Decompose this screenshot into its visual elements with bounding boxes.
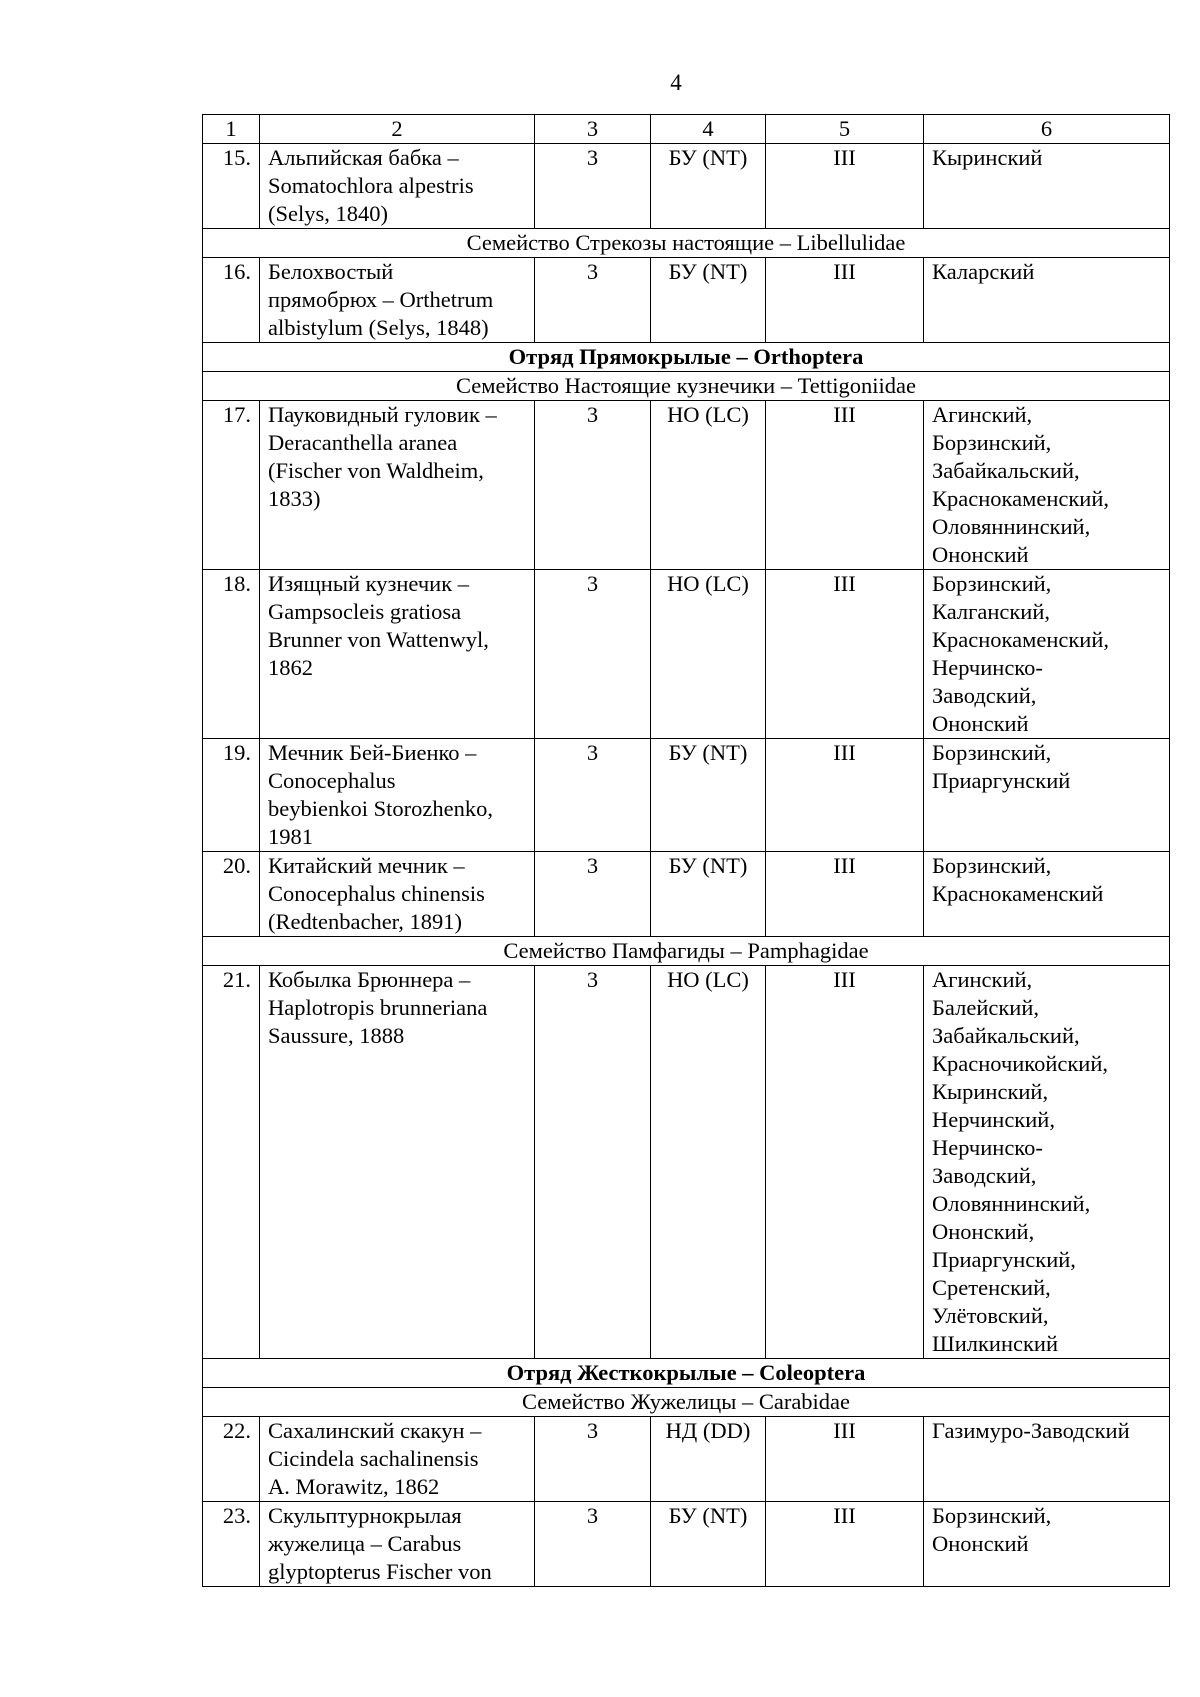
rarity-category: 3	[535, 739, 651, 852]
species-name-line: Изящный кузнечик –	[268, 571, 470, 596]
iucn-status: НО (LC)	[651, 966, 766, 1359]
district-line: Краснокаменский	[932, 881, 1104, 906]
district-line: Борзинский,	[932, 430, 1052, 455]
table-row	[203, 258, 1170, 343]
family-title: Семейство Стрекозы настоящие – Libellulidae	[203, 229, 1170, 258]
species-name-line: Deracanthella aranea	[268, 430, 458, 455]
species-name	[260, 1502, 535, 1587]
rarity-category: 3	[535, 966, 651, 1359]
species-name-line: Кобылка Брюннера –	[268, 967, 471, 992]
district-line: Приаргунский	[932, 768, 1071, 793]
districts-cell	[924, 739, 1170, 852]
district-line: Оловяннинский,	[932, 1191, 1091, 1216]
family-row	[203, 229, 1170, 258]
species-name-line: Haplotropis brunneriana	[268, 995, 488, 1020]
page-number: 4	[670, 70, 682, 95]
districts-cell	[924, 570, 1170, 739]
priority-list: III	[766, 966, 924, 1359]
family-row	[203, 1388, 1170, 1417]
table-row	[203, 144, 1170, 229]
species-name-line: Cicindela sachalinensis	[268, 1446, 479, 1471]
table-row	[203, 852, 1170, 937]
species-name-line: прямобрюх – Orthetrum	[268, 287, 494, 312]
district-line: Борзинский,	[932, 740, 1052, 765]
family-title: Семейство Памфагиды – Pamphagidae	[203, 937, 1170, 966]
iucn-status: БУ (NT)	[651, 144, 766, 229]
species-name-line: Мечник Бей-Биенко –	[268, 740, 477, 765]
district-line: Кыринский,	[932, 1079, 1049, 1104]
species-name-line: Conocephalus chinensis	[268, 881, 485, 906]
species-name-line: Somatochlora alpestris	[268, 173, 474, 198]
species-name-line: albistylum (Selys, 1848)	[268, 315, 489, 340]
priority-list: III	[766, 258, 924, 343]
iucn-status: НО (LC)	[651, 570, 766, 739]
header-cell: 6	[924, 115, 1170, 144]
district-line: Борзинский,	[932, 1503, 1052, 1528]
species-number: 15.	[203, 144, 260, 229]
districts-cell	[924, 401, 1170, 570]
table-row	[203, 401, 1170, 570]
species-name-line: beybienkoi Storozhenko,	[268, 796, 493, 821]
rarity-category: 3	[535, 852, 651, 937]
district-line: Заводский,	[932, 1163, 1037, 1188]
species-name-line: Сахалинский скакун –	[268, 1418, 482, 1443]
priority-list: III	[766, 1502, 924, 1587]
district-line: Борзинский,	[932, 853, 1052, 878]
district-line: Каларский	[932, 259, 1035, 284]
priority-list: III	[766, 1417, 924, 1502]
table-row	[203, 570, 1170, 739]
districts-cell	[924, 144, 1170, 229]
district-line: Приаргунский,	[932, 1247, 1076, 1272]
iucn-status: НО (LC)	[651, 401, 766, 570]
species-name	[260, 966, 535, 1359]
species-name-line: (Fischer von Waldheim,	[268, 458, 484, 483]
species-name-line: 1862	[268, 655, 313, 680]
order-row	[203, 1359, 1170, 1388]
species-name	[260, 570, 535, 739]
district-line: Калганский,	[932, 599, 1051, 624]
district-line: Агинский,	[932, 402, 1033, 427]
species-name-line: Gampsocleis gratiosa	[268, 599, 462, 624]
species-name	[260, 739, 535, 852]
species-table	[202, 114, 1170, 1587]
species-name-line: A. Morawitz, 1862	[268, 1474, 440, 1499]
species-name-line: (Redtenbacher, 1891)	[268, 909, 463, 934]
table-row	[203, 1502, 1170, 1587]
species-name-line: Saussure, 1888	[268, 1023, 405, 1048]
table-row	[203, 966, 1170, 1359]
priority-list: III	[766, 570, 924, 739]
district-line: Краснокаменский,	[932, 486, 1109, 511]
district-line: Ононский,	[932, 1219, 1035, 1244]
districts-cell	[924, 1417, 1170, 1502]
species-name	[260, 1417, 535, 1502]
district-line: Сретенский,	[932, 1275, 1051, 1300]
species-number: 21.	[203, 966, 260, 1359]
districts-cell	[924, 852, 1170, 937]
district-line: Нерчинско-	[932, 1135, 1043, 1160]
district-line: Заводский,	[932, 683, 1037, 708]
district-line: Ононский	[932, 542, 1029, 567]
table-header-row	[203, 115, 1170, 144]
species-name-line: (Selys, 1840)	[268, 201, 388, 226]
species-number: 23.	[203, 1502, 260, 1587]
district-line: Улётовский,	[932, 1303, 1049, 1328]
district-line: Нерчинский,	[932, 1107, 1055, 1132]
iucn-status: БУ (NT)	[651, 1502, 766, 1587]
rarity-category: 3	[535, 570, 651, 739]
iucn-status: БУ (NT)	[651, 258, 766, 343]
district-line: Забайкальский,	[932, 1023, 1080, 1048]
species-name	[260, 401, 535, 570]
species-name-line: 1981	[268, 824, 313, 849]
header-cell: 5	[766, 115, 924, 144]
species-name	[260, 852, 535, 937]
district-line: Краснокаменский,	[932, 627, 1109, 652]
district-line: Забайкальский,	[932, 458, 1080, 483]
order-title: Отряд Жесткокрылые – Coleoptera	[203, 1359, 1170, 1388]
species-number: 20.	[203, 852, 260, 937]
family-row	[203, 372, 1170, 401]
species-name-line: glyptopterus Fischer von	[268, 1559, 492, 1584]
district-line: Красночикойский,	[932, 1051, 1109, 1076]
table-row	[203, 1417, 1170, 1502]
priority-list: III	[766, 739, 924, 852]
rarity-category: 3	[535, 258, 651, 343]
species-name-line: Альпийская бабка –	[268, 145, 459, 170]
district-line: Балейский,	[932, 995, 1039, 1020]
district-line: Шилкинский	[932, 1331, 1058, 1356]
rarity-category: 3	[535, 401, 651, 570]
header-cell: 3	[535, 115, 651, 144]
species-name-line: 1833)	[268, 486, 321, 511]
species-number: 16.	[203, 258, 260, 343]
district-line: Ононский	[932, 1531, 1029, 1556]
priority-list: III	[766, 852, 924, 937]
species-number: 17.	[203, 401, 260, 570]
species-name	[260, 258, 535, 343]
district-line: Борзинский,	[932, 571, 1052, 596]
family-title: Семейство Настоящие кузнечики – Tettigoniidae	[203, 372, 1170, 401]
header-cell: 4	[651, 115, 766, 144]
family-title: Семейство Жужелицы – Carabidae	[203, 1388, 1170, 1417]
order-row	[203, 343, 1170, 372]
order-title: Отряд Прямокрылые – Orthoptera	[203, 343, 1170, 372]
district-line: Газимуро-Заводский	[932, 1418, 1130, 1443]
species-name-line: Скульптурнокрылая	[268, 1503, 462, 1528]
iucn-status: НД (DD)	[651, 1417, 766, 1502]
priority-list: III	[766, 401, 924, 570]
table-row	[203, 739, 1170, 852]
district-line: Оловяннинский,	[932, 514, 1091, 539]
header-cell: 1	[203, 115, 260, 144]
species-number: 19.	[203, 739, 260, 852]
rarity-category: 3	[535, 1502, 651, 1587]
species-name	[260, 144, 535, 229]
species-name-line: Brunner von Wattenwyl,	[268, 627, 489, 652]
species-name-line: Пауковидный гуловик –	[268, 402, 497, 427]
species-name-line: Conocephalus	[268, 768, 396, 793]
species-table-body	[203, 115, 1170, 1587]
species-name-line: Белохвостый	[268, 259, 394, 284]
family-row	[203, 937, 1170, 966]
priority-list: III	[766, 144, 924, 229]
rarity-category: 3	[535, 144, 651, 229]
district-line: Агинский,	[932, 967, 1033, 992]
district-line: Кыринский	[932, 145, 1043, 170]
districts-cell	[924, 258, 1170, 343]
species-name-line: Китайский мечник –	[268, 853, 465, 878]
header-cell: 2	[260, 115, 535, 144]
iucn-status: БУ (NT)	[651, 852, 766, 937]
district-line: Ононский	[932, 711, 1029, 736]
districts-cell	[924, 966, 1170, 1359]
species-number: 22.	[203, 1417, 260, 1502]
rarity-category: 3	[535, 1417, 651, 1502]
districts-cell	[924, 1502, 1170, 1587]
iucn-status: БУ (NT)	[651, 739, 766, 852]
species-name-line: жужелица – Carabus	[268, 1531, 462, 1556]
species-number: 18.	[203, 570, 260, 739]
district-line: Нерчинско-	[932, 655, 1043, 680]
